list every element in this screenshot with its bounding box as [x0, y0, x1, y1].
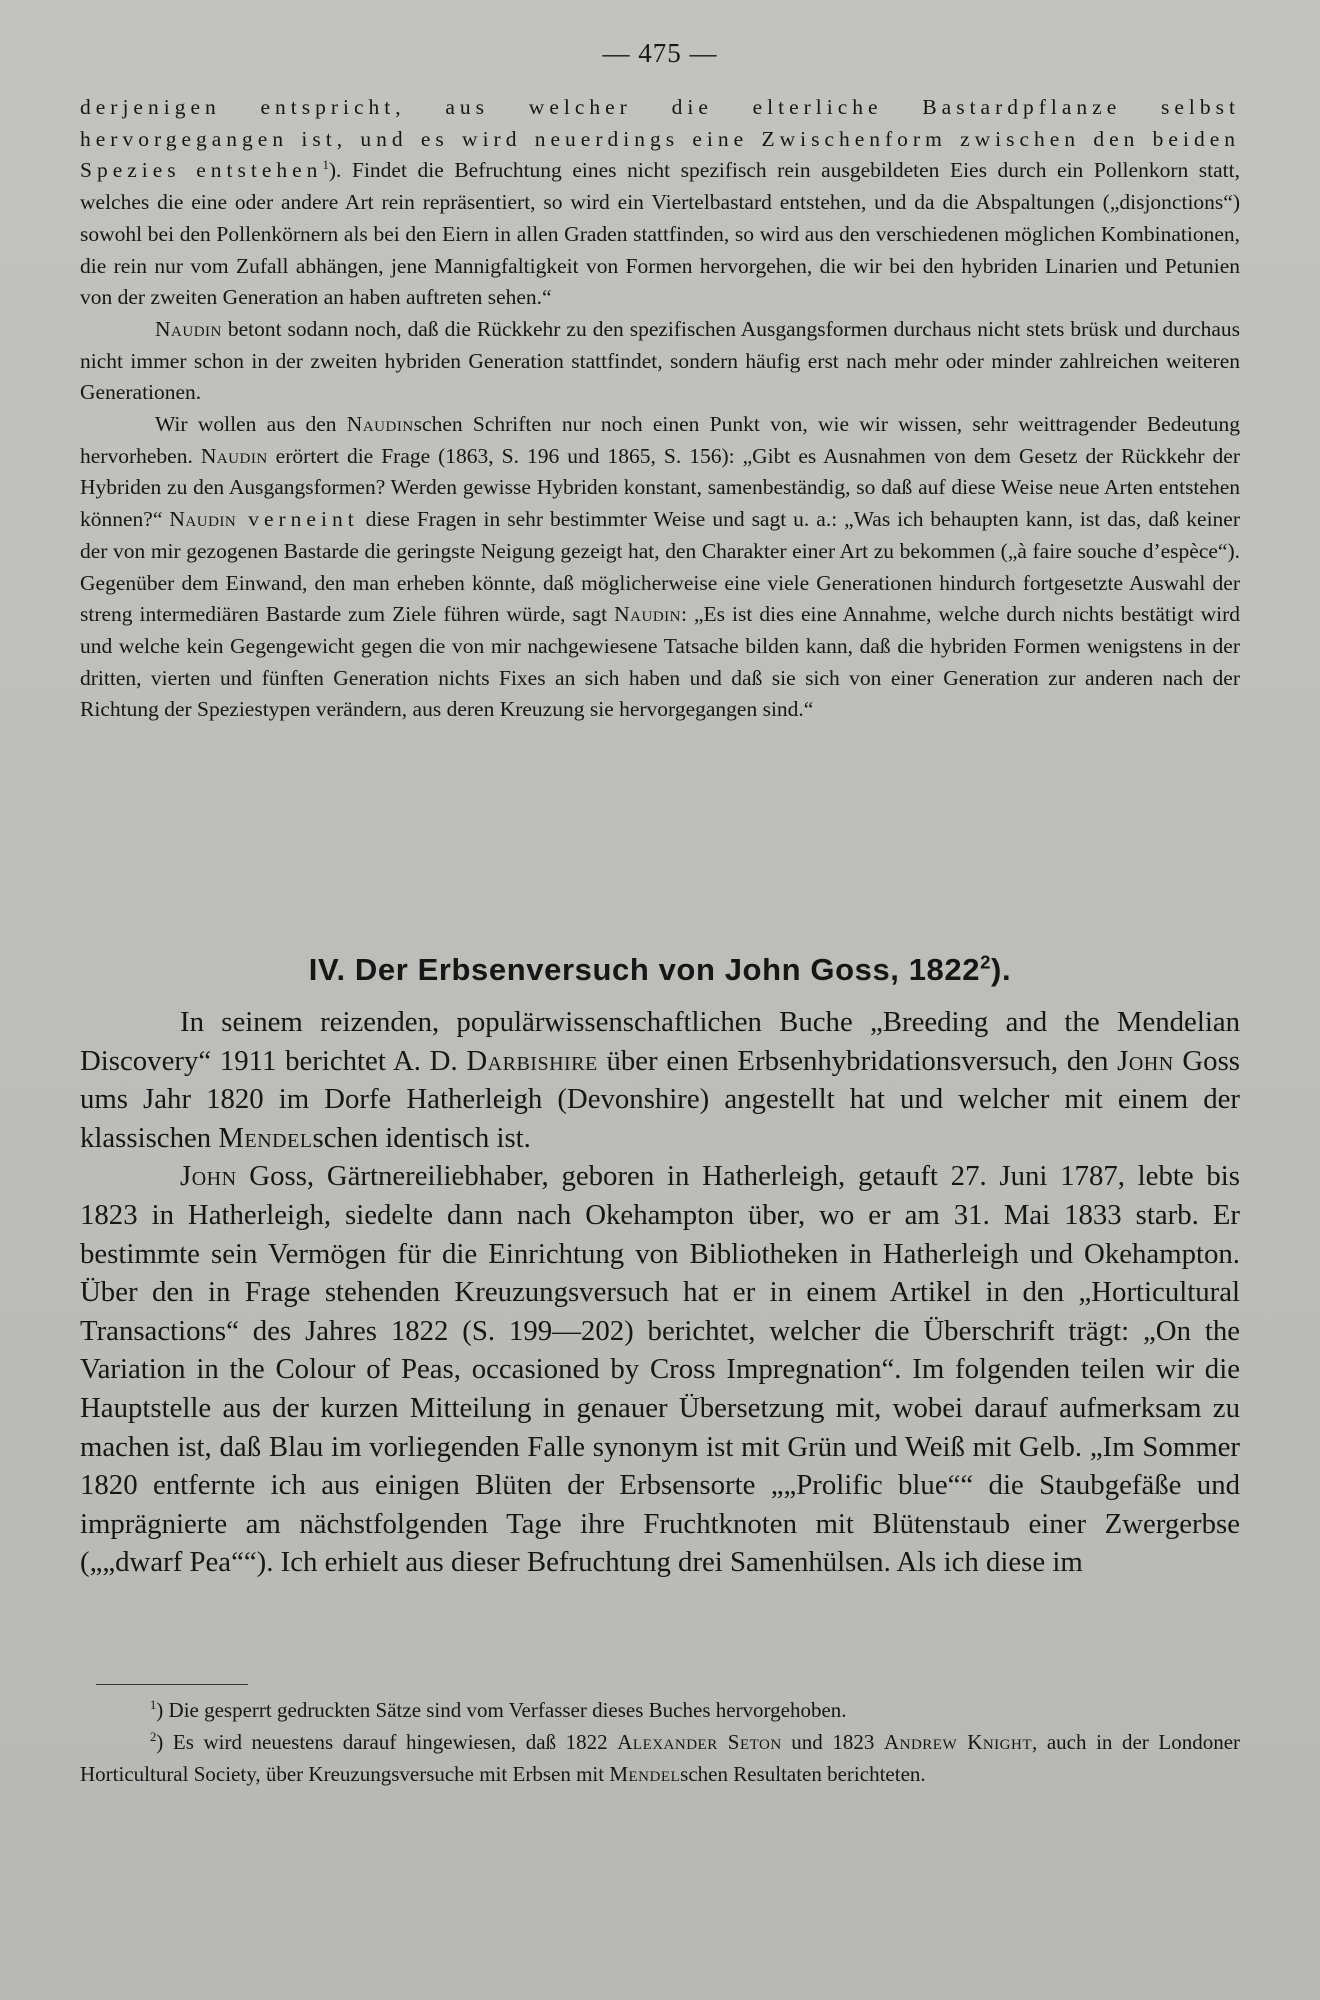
paragraph-text: ). Findet die Befruchtung eines nicht spezifisch rein ausgebildeten Eies durch ein Pollenkorn statt, welches die eine oder andere Art rein repräsentiert, so wird ein Viertelbastard entstehen, und da die Abspaltungen („disjonctions“) sowohl bei den Pollenkörnern als bei den Eiern in allen Graden stattfinden, so wird aus den verschiedenen möglichen Kombinationen, die rein nur vom Zufall abhängen, jene Mannigfaltigkeit von Formen hervorgehen, die wir bei den hybriden Linarien und Petunien von der zweiten Generation an haben auftreten sehen.“	[80, 158, 1240, 310]
spaced-quote: derjenigen entspricht, aus welcher die elterliche Bastardpflanze selbst hervorgegangen ist, und es wird neuerdings eine Zwischenform zwischen den beiden Spezies entstehen	[80, 95, 1240, 183]
author-name: Naudin	[200, 443, 268, 468]
author-name: John	[1117, 1044, 1174, 1077]
top-text-block	[80, 92, 1240, 726]
footnote-ref: 2	[980, 951, 992, 973]
paragraph-naudin-question	[80, 409, 1240, 726]
section-heading	[0, 952, 1320, 988]
author-name: Naudin	[614, 602, 682, 627]
paragraph-text: In seinem reizenden, populärwissenschaftlichen Buche „Breeding and the Mendelian Discovery“ 1911 berichtet A. D.	[80, 1006, 1240, 1077]
page-number: — 475 —	[602, 38, 718, 68]
footnote-mark: 1	[150, 1698, 157, 1712]
section-heading-text: IV. Der Erbsenversuch von John Goss, 1822	[308, 952, 981, 987]
author-name: Andrew Knight	[883, 1730, 1033, 1754]
paragraph-text: schen Schriften nur noch einen Punkt von, wie wir wissen, sehr weittragender Bedeutung hervorheben.	[80, 412, 1240, 468]
footnote-text: ) Die gesperrt gedruckten Sätze sind vom Verfasser dieses Buches hervorgehoben.	[156, 1698, 847, 1722]
author-name: Naudin	[346, 412, 414, 437]
footnote-mark: 2	[150, 1730, 157, 1744]
footnote-text: ) Es wird neuestens darauf hingewiesen, daß 1822	[156, 1730, 618, 1754]
paragraph-continued	[80, 92, 1240, 314]
footnotes	[80, 1694, 1240, 1790]
footnote-2	[80, 1726, 1240, 1790]
footnote-text: schen Resultaten berichteten.	[680, 1762, 926, 1786]
footnote-text: und 1823	[781, 1730, 884, 1754]
footnote-text: , auch in der Londoner Horticultural Society, über Kreuzungsversuche mit Erbsen mit	[80, 1730, 1241, 1786]
paragraph-text: Wir wollen aus den	[155, 412, 347, 437]
author-name: Darbishire	[466, 1044, 598, 1077]
paragraph-text: erörtert die Frage (1863, S. 196 und 1865, S. 156): „Gibt es Ausnahmen von dem Gesetz der Rückkehr der Hybriden zu den Ausgangsformen? Werden gewisse Hybriden konstant, samenbeständig, so daß auf diese Weise neue Arten entstehen können?“	[80, 443, 1240, 532]
paragraph-text: : „Es ist dies eine Annahme, welche durch nichts bestätigt wird und welche kein Gegengewicht gegen die von mir nachgewiesene Tatsache bilden kann, daß die hybriden Formen wenigstens in der dritten, vierten und fünften Generation nichts Fixes an sich haben und daß sie sich von einer Generation zur anderen nach der Richtung der Speziestypen verändern, aus deren Kreuzung sie hervorgegangen sind.“	[80, 602, 1240, 722]
paragraph-text: Goss, Gärtnereiliebhaber, geboren in Hatherleigh, getauft 27. Juni 1787, lebte bis 1823 in Hatherleigh, siedelte dann nach Okehampton über, wo er am 31. Mai 1833 starb. Er bestimmte sein Vermögen für die Einrichtung von Bibliotheken in Hatherleigh und Okehampton. Über den in Frage stehenden Kreuzungsversuch hat er in einem Artikel in den „Horticultural Transactions“ des Jahres 1822 (S. 199—202) berichtet, welcher die Überschrift trägt: „On the Variation in the Colour of Peas, occasioned by Cross Impregnation“. Im folgenden teilen wir die Hauptstelle aus der kurzen Mitteilung in genauer Übersetzung mit, wobei darauf aufmerksam zu machen ist, daß Blau im vorliegenden Falle synonym ist mit Grün und Weiß mit Gelb. „Im Sommer 1820 entfernte ich aus einigen Blüten der Erbsensorte „„Prolific blue““ die Staubgefäße und imprägnierte am nächstfolgenden Tage ihre Fruchtknoten mit Blütenstaub einer Zwergerbse („„dwarf Pea““). Ich erhielt aus dieser Befruchtung drei Samenhülsen. Als ich diese im	[80, 1160, 1240, 1579]
section-heading-end: ).	[991, 952, 1012, 987]
author-name: John	[180, 1160, 237, 1193]
paragraph-text: diese Fragen in sehr bestimmter Weise und sagt u. a.: „Was ich behaupten kann, ist das, daß keiner der von mir gezogenen Bastarde die geringste Neigung gezeigt hat, den Charakter einer Art zu bekommen („à faire souche d’espèce“). Gegenüber dem Einwand, den man erheben könnte, daß möglicherweise eine viele Generationen hindurch fortgesetzte Auswahl der streng intermediären Bastarde zum Ziele führen würde, sagt	[80, 507, 1240, 627]
paragraph-naudin-return	[80, 314, 1240, 409]
author-name: Mendel	[218, 1121, 313, 1154]
author-name: Naudin	[169, 507, 237, 532]
footnote-divider	[96, 1684, 248, 1685]
author-name: Mendel	[609, 1762, 681, 1786]
section-text-block	[80, 1003, 1240, 1582]
author-name: Alexander Seton	[617, 1730, 782, 1754]
paragraph-text: Goss ums Jahr 1820 im Dorfe Hatherleigh (Devonshire) angestellt hat und welcher mit einem der klassischen	[80, 1044, 1240, 1154]
paragraph-goss	[80, 1157, 1240, 1582]
author-name: Naudin	[155, 316, 222, 341]
paragraph-text: schen identisch ist.	[312, 1121, 531, 1154]
paragraph-darbishire	[80, 1003, 1240, 1157]
footnote-ref: 1	[322, 158, 329, 173]
footnote-1	[80, 1694, 1240, 1726]
paragraph-text: betont sodann noch, daß die Rückkehr zu den spezifischen Ausgangsformen durchaus nicht stets brüsk und durchaus nicht immer schon in der zweiten hybriden Generation stattfindet, sondern häufig erst nach mehr oder minder zahlreichen weiteren Generationen.	[80, 316, 1240, 405]
paragraph-text: über einen Erbsenhybridationsversuch, den	[597, 1044, 1118, 1077]
spaced-word: verneint	[236, 507, 359, 532]
